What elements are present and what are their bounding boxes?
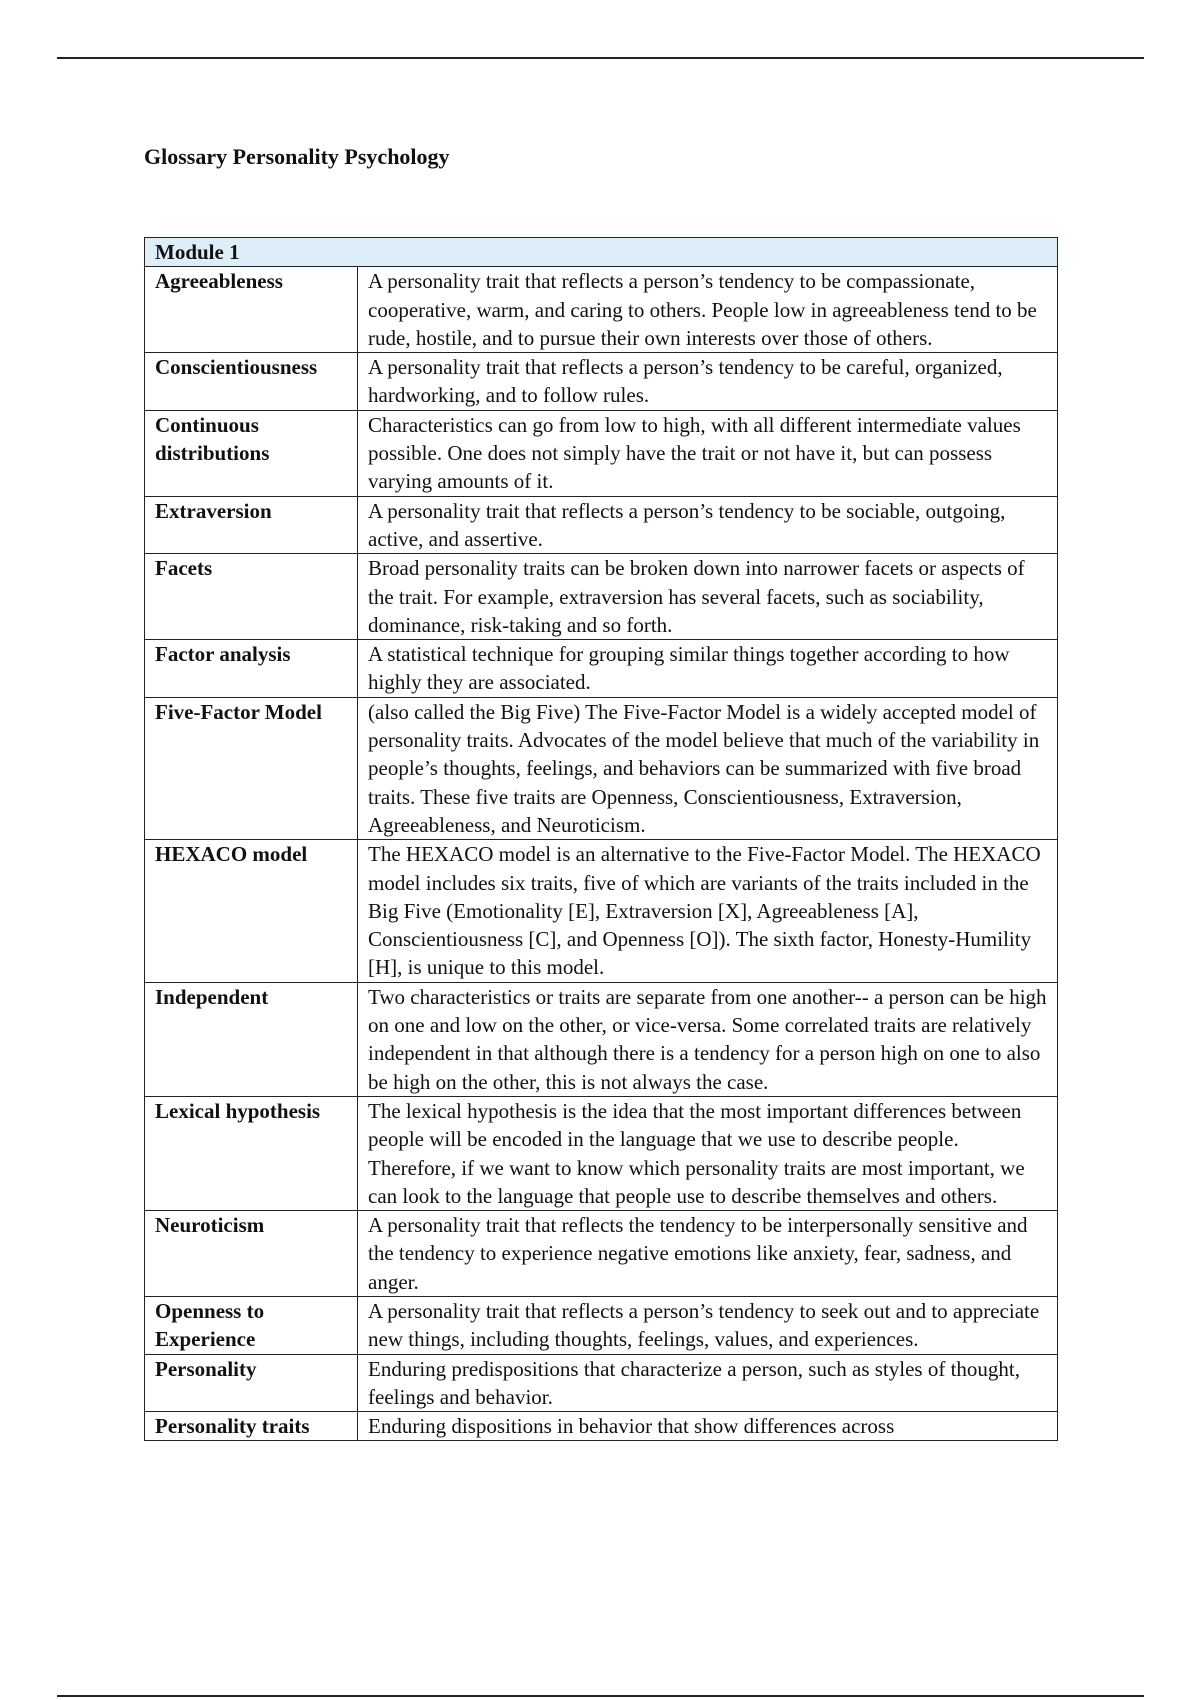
glossary-term: Personality traits [145,1412,358,1441]
table-row [145,1096,1058,1210]
glossary-definition: A personality trait that reflects the tendency to be interpersonally sensitive and the tendency to experience negative emotions like anxiety, fear, sadness, and anger. [358,1211,1058,1297]
table-row [145,496,1058,554]
glossary-term: Openness to Experience [145,1296,358,1354]
glossary-definition: A personality trait that reflects a person’s tendency to be careful, organized, hardworking, and to follow rules. [358,353,1058,411]
glossary-definition: (also called the Big Five) The Five-Factor Model is a widely accepted model of personality traits. Advocates of the model believe that much of the variability in people’s thoughts, feelings, and behaviors can be summarized with five broad traits. These five traits are Openness, Conscientiousness, Extraversion, Agreeableness, and Neuroticism. [358,697,1058,839]
glossary-term: Continuous distributions [145,410,358,496]
glossary-term: Neuroticism [145,1211,358,1297]
glossary-term: Facets [145,554,358,640]
glossary-definition: Enduring dispositions in behavior that show differences across [358,1412,1058,1441]
table-row [145,697,1058,839]
footer-rule [57,1695,1144,1697]
table-row [145,1296,1058,1354]
module-header-row [145,238,1058,267]
glossary-definition: The HEXACO model is an alternative to the Five-Factor Model. The HEXACO model includes six traits, five of which are variants of the traits included in the Big Five (Emotionality [E], Extraversion [X], Agreeableness [A], Conscientiousness [C], and Openness [O]). The sixth factor, Honesty-Humility [H], is unique to this model. [358,840,1058,982]
table-row [145,1412,1058,1441]
glossary-definition: Broad personality traits can be broken down into narrower facets or aspects of the trait. For example, extraversion has several facets, such as sociability, dominance, risk-taking and so forth. [358,554,1058,640]
page-title: Glossary Personality Psychology [144,144,450,169]
module-label: Module 1 [145,238,1058,267]
glossary-term: Independent [145,982,358,1096]
table-row [145,554,1058,640]
header-rule [57,57,1144,59]
table-row [145,410,1058,496]
glossary-definition: A personality trait that reflects a person’s tendency to be compassionate, cooperative, warm, and caring to others. People low in agreeableness tend to be rude, hostile, and to pursue their own interests over those of others. [358,267,1058,353]
glossary-definition: Enduring predispositions that characterize a person, such as styles of thought, feelings and behavior. [358,1354,1058,1412]
glossary-table [144,237,1058,1441]
table-row [145,267,1058,353]
glossary-definition: A statistical technique for grouping similar things together according to how highly they are associated. [358,640,1058,698]
glossary-term: Personality [145,1354,358,1412]
glossary-definition: Two characteristics or traits are separate from one another-- a person can be high on one and low on the other, or vice-versa. Some correlated traits are relatively independent in that although there is a tendency for a person high on one to also be high on the other, this is not always the case. [358,982,1058,1096]
glossary-definition: A personality trait that reflects a person’s tendency to seek out and to appreciate new things, including thoughts, feelings, values, and experiences. [358,1296,1058,1354]
table-row [145,353,1058,411]
glossary-term: Extraversion [145,496,358,554]
glossary-definition: Characteristics can go from low to high, with all different intermediate values possible. One does not simply have the trait or not have it, but can possess varying amounts of it. [358,410,1058,496]
glossary-definition: A personality trait that reflects a person’s tendency to be sociable, outgoing, active, and assertive. [358,496,1058,554]
glossary-term: Conscientiousness [145,353,358,411]
glossary-term: Factor analysis [145,640,358,698]
table-row [145,982,1058,1096]
glossary-term: Agreeableness [145,267,358,353]
table-row [145,1354,1058,1412]
table-row [145,840,1058,982]
table-row [145,1211,1058,1297]
glossary-term: Lexical hypothesis [145,1096,358,1210]
glossary-term: Five-Factor Model [145,697,358,839]
glossary-term: HEXACO model [145,840,358,982]
table-row [145,640,1058,698]
glossary-definition: The lexical hypothesis is the idea that the most important differences between people will be encoded in the language that we use to describe people. Therefore, if we want to know which personality traits are most important, we can look to the language that people use to describe themselves and others. [358,1096,1058,1210]
